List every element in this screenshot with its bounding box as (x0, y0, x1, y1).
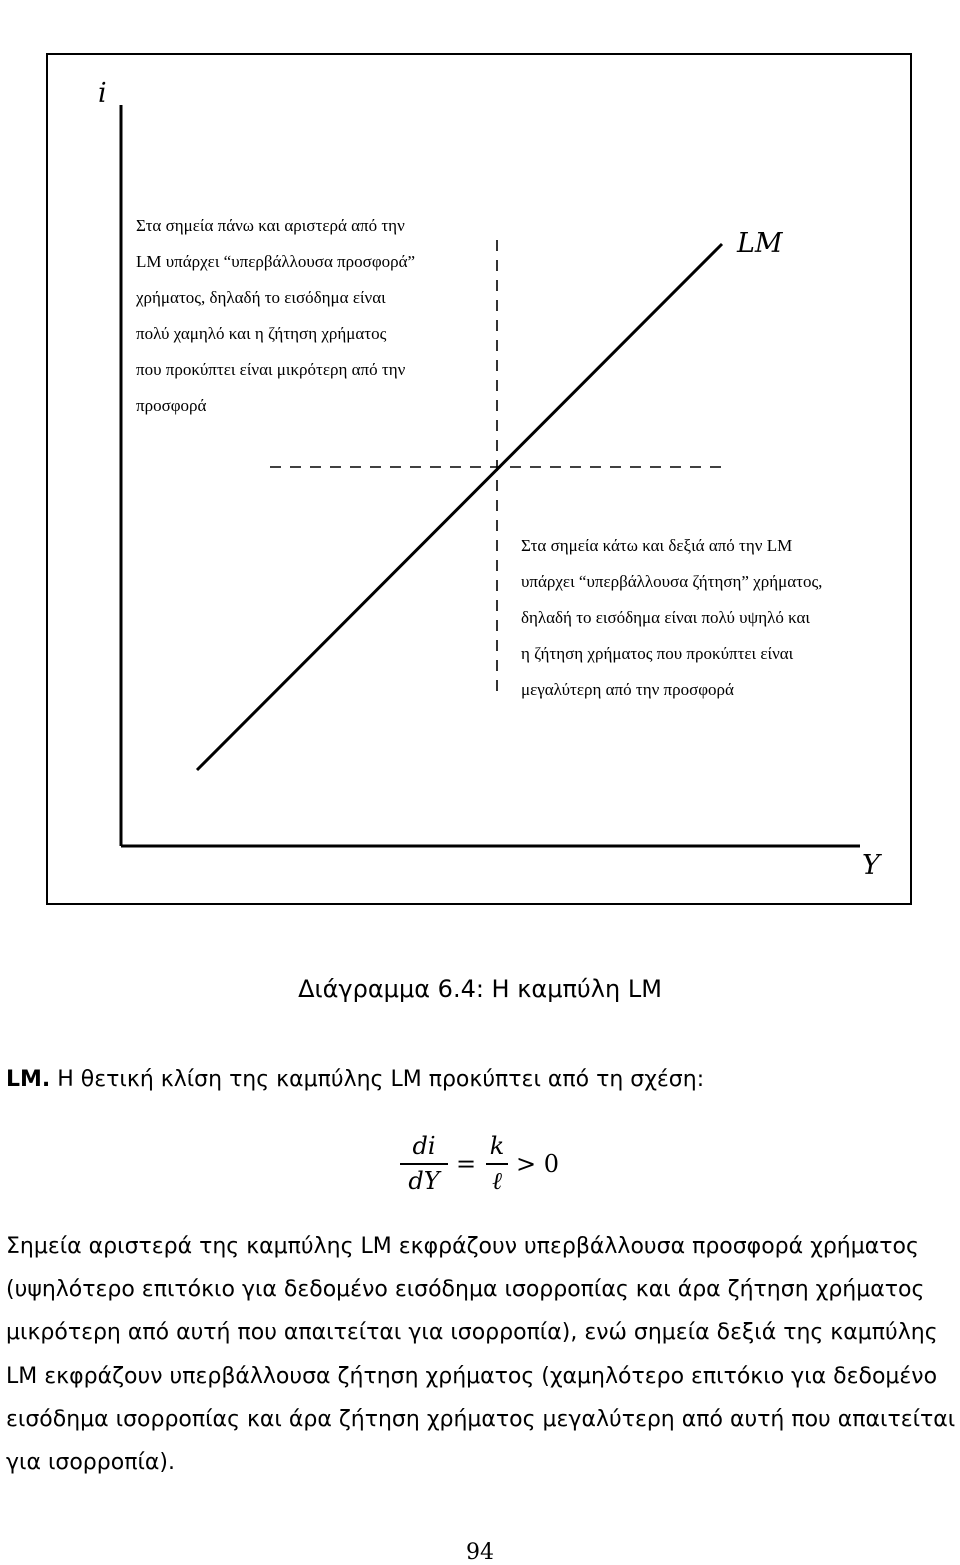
note-line: μεγαλύτερη από την προσφορά (521, 680, 734, 699)
note-line: η ζήτηση χρήματος που προκύπτει είναι (521, 644, 794, 663)
equals-sign: = (456, 1150, 477, 1178)
note-lower-right (521, 528, 822, 708)
note-line: που προκύπτει είναι μικρότερη από την (136, 360, 406, 379)
note-line: Στα σημεία πάνω και αριστερά από την (136, 216, 405, 235)
lhs-numerator: di (412, 1132, 436, 1160)
lhs-fraction (400, 1132, 448, 1195)
note-line: LM υπάρχει “υπερβάλλουσα προσφορά” (136, 252, 416, 271)
paragraph-line: εισόδημα ισορροπίας και άρα ζήτηση χρήματος μεγαλύτερη από αυτή που απαιτείται (6, 1406, 956, 1432)
rhs-fraction (486, 1132, 508, 1196)
note-line: χρήματος, δηλαδή το εισόδημα είναι (136, 288, 386, 307)
intro-line (6, 1069, 704, 1091)
intro-rest: Η θετική κλίση της καμπύλης LM προκύπτει από τη σχέση: (50, 1067, 705, 1092)
lhs-bar (400, 1163, 448, 1165)
note-line: πολύ χαμηλό και η ζήτηση χρήματος (136, 324, 387, 343)
page-number: 94 (466, 1540, 494, 1565)
x-axis-label: Y (862, 850, 880, 881)
note-line: προσφορά (136, 396, 207, 415)
rhs-bar (486, 1163, 508, 1165)
figure-caption: Διάγραμμα 6.4: Η καμπύλη LM (298, 975, 662, 1003)
lhs-denominator: dY (408, 1166, 440, 1195)
greater-than-zero: > 0 (516, 1150, 560, 1178)
note-upper-left (136, 208, 415, 424)
paragraph-line: μικρότερη από αυτή που απαιτείται για ισορροπία), ενώ σημεία δεξιά της καμπύλης (6, 1320, 938, 1346)
paragraph-line: LM εκφράζουν υπερβάλλουσα ζήτηση χρήματος (χαμηλότερο επιτόκιο για δεδομένο (6, 1363, 938, 1389)
curve-label: LM (737, 228, 783, 259)
paragraph-line: Σημεία αριστερά της καμπύλης LM εκφράζουν υπερβάλλουσα προσφορά χρήματος (6, 1234, 919, 1259)
paragraph-line: (υψηλότερο επιτόκιο για δεδομένο εισόδημα ισορροπίας και άρα ζήτηση χρήματος (6, 1277, 925, 1303)
intro-bold: LM. (6, 1067, 51, 1092)
rhs-denominator: ℓ (492, 1166, 502, 1195)
paragraph-line: για ισορροπία). (6, 1450, 175, 1475)
note-line: δηλαδή το εισόδημα είναι πολύ υψηλό και (521, 608, 810, 627)
note-line: Στα σημεία κάτω και δεξιά από την LM (521, 536, 793, 555)
rhs-numerator: k (489, 1132, 505, 1160)
y-axis-label: i (98, 78, 107, 109)
note-line: υπάρχει “υπερβάλλουσα ζήτηση” χρήματος, (521, 572, 823, 591)
